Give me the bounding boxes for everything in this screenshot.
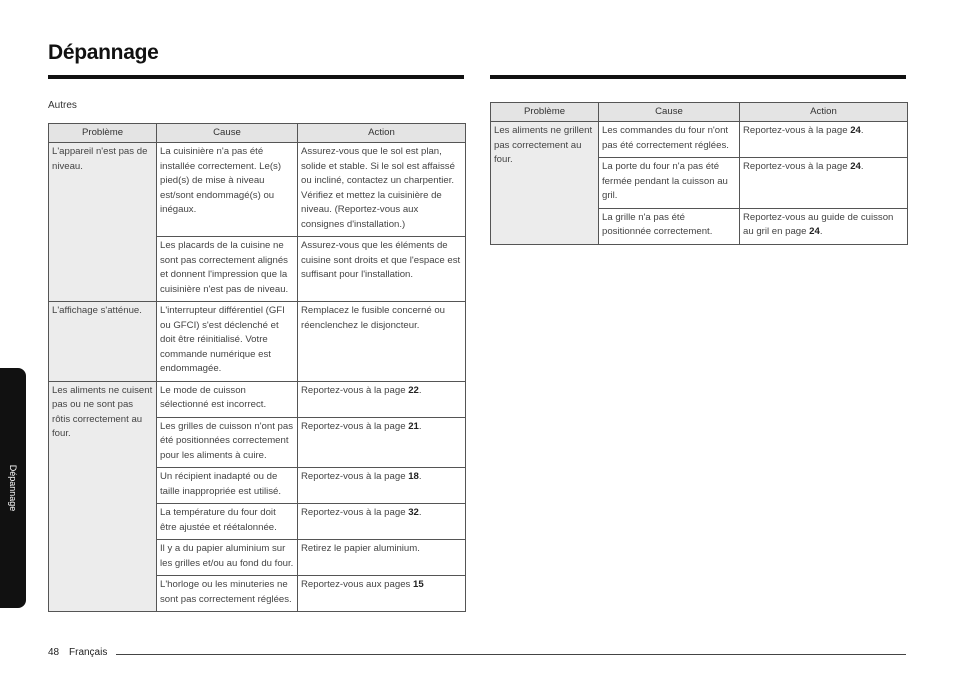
action-suffix: . <box>860 161 864 172</box>
action-cell: Retirez le papier aluminium. <box>298 540 466 576</box>
page-ref: 24 <box>850 125 861 136</box>
action-cell <box>298 504 466 540</box>
action-suffix: . <box>418 384 422 396</box>
title-rule-left <box>48 75 464 79</box>
table-row <box>49 143 466 237</box>
action-suffix: . <box>418 420 422 432</box>
footer-rule <box>116 654 906 655</box>
action-cell <box>298 417 466 468</box>
cause-cell: Les grilles de cuisson n'ont pas été positionnées correctement pour les aliments à cuire. <box>157 417 298 468</box>
action-text: Reportez-vous à la page <box>301 420 406 432</box>
section-label: Autres <box>48 100 77 111</box>
cause-cell: Il y a du papier aluminium sur les grilles et/ou au fond du four. <box>157 540 298 576</box>
problem-cell: L'affichage s'atténue. <box>49 302 157 382</box>
cause-cell: La grille n'a pas été positionnée correctement. <box>599 208 740 244</box>
table-header-row <box>491 103 908 122</box>
header-problem: Problème <box>49 124 157 143</box>
action-cell: Assurez-vous que les éléments de cuisine sont droits et que l'espace est suffisant pour l'installation. <box>298 237 466 302</box>
header-action: Action <box>740 103 908 122</box>
header-cause: Cause <box>157 124 298 143</box>
action-cell <box>298 576 466 612</box>
table-row <box>49 302 466 382</box>
action-text: Reportez-vous au guide de cuisson au gril en page <box>743 211 894 237</box>
cause-cell: Les commandes du four n'ont pas été correctement réglées. <box>599 122 740 158</box>
cause-cell: L'interrupteur différentiel (GFI ou GFCI) s'est déclenché et doit être réinitialisé. Votre commande numérique est endommagée. <box>157 302 298 382</box>
cause-cell: Les placards de la cuisine ne sont pas correctement alignés et donnent l'impression que la cuisinière n'est pas de niveau. <box>157 237 298 302</box>
action-text: Reportez-vous à la page <box>301 471 406 482</box>
problem-cell: Les aliments ne cuisent pas ou ne sont pas rôtis correctement au four. <box>49 381 157 612</box>
action-suffix: . <box>860 125 864 136</box>
side-tab-label: Dépannage <box>8 464 18 512</box>
header-cause: Cause <box>599 103 740 122</box>
header-action: Action <box>298 124 466 143</box>
problem-cell: Les aliments ne grillent pas correctement au four. <box>491 122 599 245</box>
action-cell <box>298 468 466 504</box>
page-ref: 22 <box>408 384 419 396</box>
action-text: Reportez-vous aux pages <box>301 579 411 590</box>
cause-cell: Le mode de cuisson sélectionné est incorrect. <box>157 381 298 417</box>
action-cell <box>740 158 908 209</box>
action-suffix: . <box>819 226 823 237</box>
cause-cell: La température du four doit être ajustée et réétalonnée. <box>157 504 298 540</box>
action-text: Reportez-vous à la page <box>301 507 406 518</box>
table-row <box>49 381 466 417</box>
page-ref: 15 <box>413 579 424 590</box>
action-cell <box>740 208 908 244</box>
cause-cell: Un récipient inadapté ou de taille inappropriée est utilisé. <box>157 468 298 504</box>
page-ref: 24 <box>809 226 820 237</box>
troubleshooting-table-left <box>48 123 466 612</box>
page-ref: 18 <box>408 471 419 482</box>
action-cell: Remplacez le fusible concerné ou réenclenchez le disjoncteur. <box>298 302 466 382</box>
page-ref: 32 <box>408 507 419 518</box>
title-rule-right <box>490 75 906 79</box>
page-title: Dépannage <box>48 41 159 64</box>
action-text: Reportez-vous à la page <box>301 384 406 396</box>
problem-cell: L'appareil n'est pas de niveau. <box>49 143 157 302</box>
troubleshooting-table-right <box>490 102 908 245</box>
page-number: 48 <box>48 647 60 658</box>
footer-language: Français <box>69 647 108 658</box>
action-suffix: . <box>418 471 422 482</box>
action-cell: Assurez-vous que le sol est plan, solide et stable. Si le sol est affaissé ou incliné, contactez un charpentier. Vérifiez et mettez la cuisinière de niveau. (Reportez-vous aux consignes d'installation.) <box>298 143 466 237</box>
cause-cell: La cuisinière n'a pas été installée correctement. Le(s) pied(s) de mise à niveau est/sont endommagé(s) ou inégaux. <box>157 143 298 237</box>
cause-cell: L'horloge ou les minuteries ne sont pas correctement réglées. <box>157 576 298 612</box>
cause-cell: La porte du four n'a pas été fermée pendant la cuisson au gril. <box>599 158 740 209</box>
table-header-row <box>49 124 466 143</box>
action-text: Reportez-vous à la page <box>743 161 848 172</box>
header-problem: Problème <box>491 103 599 122</box>
action-suffix: . <box>418 507 422 518</box>
action-text: Reportez-vous à la page <box>743 125 848 136</box>
action-cell <box>298 381 466 417</box>
table-row <box>491 122 908 158</box>
action-cell <box>740 122 908 158</box>
page-ref: 21 <box>408 420 419 432</box>
page-ref: 24 <box>850 161 861 172</box>
